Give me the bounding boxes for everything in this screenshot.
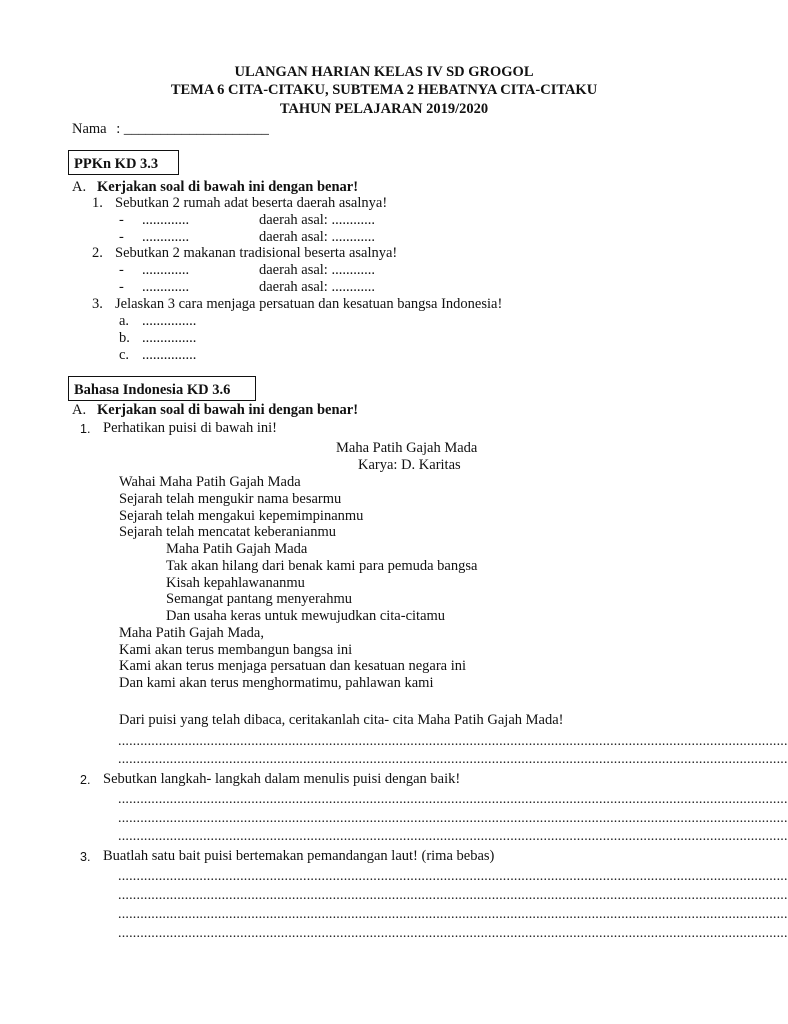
ppkn-section-letter: A.	[72, 179, 87, 195]
answer-blank[interactable]: ...............	[142, 313, 197, 329]
poem-title: Maha Patih Gajah Mada	[336, 440, 478, 456]
poem-line: Sejarah telah mencatat keberanianmu	[119, 524, 336, 540]
exam-theme: TEMA 6 CITA-CITAKU, SUBTEMA 2 HEBATNYA CITA-CITAKU	[170, 82, 598, 98]
answer-blank[interactable]: ...............	[142, 330, 197, 346]
answer-line[interactable]: .....................................................................................................................................................................................	[118, 792, 788, 807]
bahasa-q1-text: Perhatikan puisi di bawah ini!	[103, 420, 277, 436]
exam-title: ULANGAN HARIAN KELAS IV SD GROGOL	[234, 64, 534, 80]
origin-blank[interactable]: daerah asal: ............	[259, 279, 375, 295]
item-letter: b.	[119, 330, 130, 346]
ppkn-q2-text: Sebutkan 2 makanan tradisional beserta asalnya!	[115, 245, 398, 261]
poem-author: Karya: D. Karitas	[358, 457, 461, 473]
origin-blank[interactable]: daerah asal: ............	[259, 262, 375, 278]
poem-line: Maha Patih Gajah Mada,	[119, 625, 264, 641]
dash: -	[119, 229, 124, 245]
answer-line[interactable]: .....................................................................................................................................................................................	[118, 734, 788, 749]
bahasa-q1-number: 1.	[80, 422, 91, 436]
item-letter: c.	[119, 347, 130, 363]
answer-blank[interactable]: ...............	[142, 347, 197, 363]
name-line[interactable]: ____________________	[123, 121, 269, 137]
answer-line[interactable]: .....................................................................................................................................................................................	[118, 907, 788, 922]
poem-line: Dan kami akan terus menghormatimu, pahlawan kami	[119, 675, 434, 691]
name-colon: :	[116, 121, 121, 137]
bahasa-q3-number: 3.	[80, 850, 91, 864]
answer-line[interactable]: .....................................................................................................................................................................................	[118, 811, 788, 826]
origin-blank[interactable]: daerah asal: ............	[259, 212, 375, 228]
ppkn-q3-number: 3.	[92, 296, 103, 312]
exam-year: TAHUN PELAJARAN 2019/2020	[279, 101, 489, 117]
answer-line[interactable]: .....................................................................................................................................................................................	[118, 829, 788, 844]
bahasa-q1-prompt: Dari puisi yang telah dibaca, ceritakanlah cita- cita Maha Patih Gajah Mada!	[119, 712, 564, 728]
name-field[interactable]	[72, 121, 269, 138]
poem-line: Sejarah telah mengakui kepemimpinanmu	[119, 508, 364, 524]
bahasa-section-letter: A.	[72, 402, 87, 418]
ppkn-instruction: Kerjakan soal di bawah ini dengan benar!	[97, 179, 359, 195]
poem-line: Wahai Maha Patih Gajah Mada	[119, 474, 301, 490]
poem-line: Dan usaha keras untuk mewujudkan cita-citamu	[166, 608, 446, 624]
poem-line: Kisah kepahlawananmu	[166, 575, 305, 591]
poem-line: Kami akan terus menjaga persatuan dan kesatuan negara ini	[119, 658, 467, 674]
ppkn-q1-text: Sebutkan 2 rumah adat beserta daerah asalnya!	[115, 195, 388, 211]
poem-line: Sejarah telah mengukir nama besarmu	[119, 491, 342, 507]
name-label: Nama	[72, 121, 107, 137]
dash: -	[119, 279, 124, 295]
answer-line[interactable]: .....................................................................................................................................................................................	[118, 869, 788, 884]
answer-line[interactable]: .....................................................................................................................................................................................	[118, 926, 788, 941]
bahasa-q3-text: Buatlah satu bait puisi bertemakan pemandangan laut! (rima bebas)	[103, 848, 495, 864]
answer-blank[interactable]: .............	[142, 279, 190, 295]
poem-line: Tak akan hilang dari benak kami para pemuda bangsa	[166, 558, 478, 574]
item-letter: a.	[119, 313, 130, 329]
answer-blank[interactable]: .............	[142, 229, 190, 245]
bahasa-q2-number: 2.	[80, 773, 91, 787]
bahasa-q2-text: Sebutkan langkah- langkah dalam menulis puisi dengan baik!	[103, 771, 461, 787]
poem-line: Kami akan terus membangun bangsa ini	[119, 642, 353, 658]
bahasa-title: Bahasa Indonesia KD 3.6	[74, 382, 231, 398]
answer-line[interactable]: .....................................................................................................................................................................................	[118, 888, 788, 903]
poem-line: Maha Patih Gajah Mada	[166, 541, 308, 557]
answer-blank[interactable]: .............	[142, 212, 190, 228]
bahasa-instruction: Kerjakan soal di bawah ini dengan benar!	[97, 402, 359, 418]
ppkn-q2-number: 2.	[92, 245, 103, 261]
ppkn-q3-text: Jelaskan 3 cara menjaga persatuan dan kesatuan bangsa Indonesia!	[115, 296, 503, 312]
poem-line: Semangat pantang menyerahmu	[166, 591, 353, 607]
answer-line[interactable]: .....................................................................................................................................................................................	[118, 752, 788, 767]
answer-blank[interactable]: .............	[142, 262, 190, 278]
dash: -	[119, 262, 124, 278]
origin-blank[interactable]: daerah asal: ............	[259, 229, 375, 245]
ppkn-title: PPKn KD 3.3	[74, 156, 159, 172]
ppkn-q1-number: 1.	[92, 195, 103, 211]
dash: -	[119, 212, 124, 228]
